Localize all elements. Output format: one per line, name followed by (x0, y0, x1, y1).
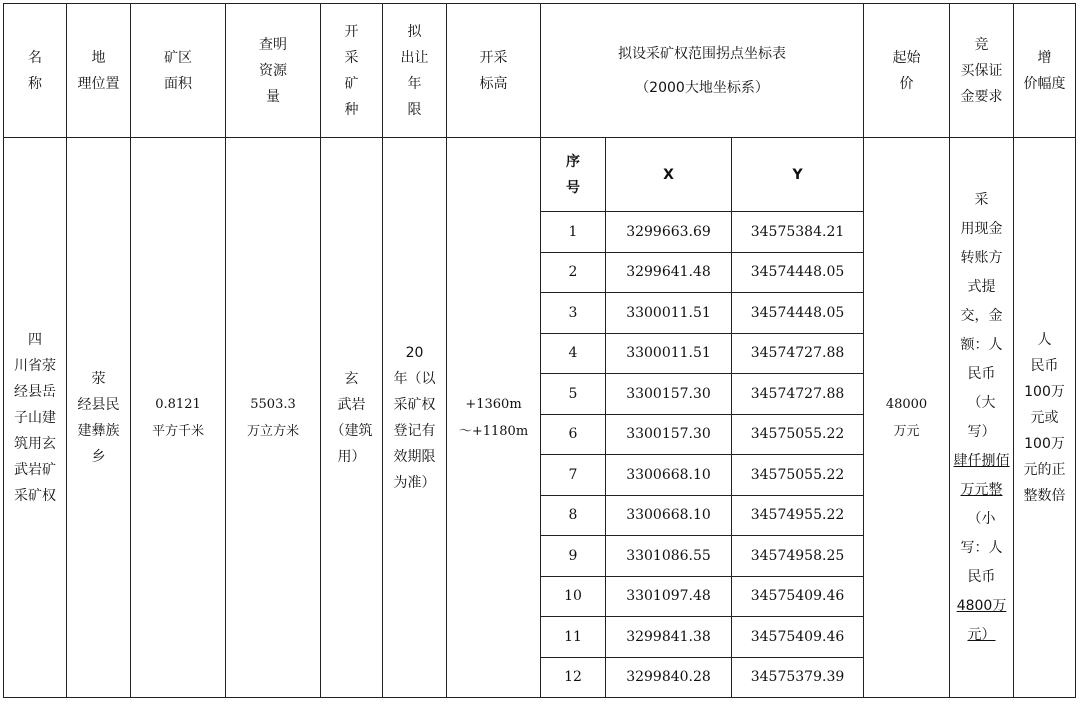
header-location: 地 理位置 (67, 4, 131, 138)
cell-name: 四 川省荥 经县岳 子山建 筑用玄 武岩矿 采矿权 (4, 138, 67, 698)
coord-cell-seq: 5 (541, 374, 606, 415)
cell-area: 0.8121 平方千米 (131, 138, 226, 698)
coord-cell-y: 34575409.46 (732, 617, 864, 658)
coord-cell-seq: 10 (541, 576, 606, 617)
coord-cell-seq: 1 (541, 212, 606, 253)
coord-cell-x: 3299841.38 (606, 617, 732, 658)
header-area: 矿区 面积 (131, 4, 226, 138)
coord-cell-y: 34575409.46 (732, 576, 864, 617)
coord-cell-x: 3301097.48 (606, 576, 732, 617)
coord-cell-seq: 7 (541, 455, 606, 496)
header-resource: 查明 资源 量 (226, 4, 321, 138)
header-deposit: 竞 买保证 金要求 (950, 4, 1014, 138)
cell-increment: 人 民币 100万 元或 100万 元的正 整数倍 (1014, 138, 1076, 698)
coord-cell-y: 34575055.22 (732, 455, 864, 496)
coord-cell-y: 34574955.22 (732, 495, 864, 536)
coord-cell-x: 3301086.55 (606, 536, 732, 577)
header-term: 拟 出让 年 限 (383, 4, 447, 138)
coord-cell-y: 34574958.25 (732, 536, 864, 577)
deposit-amount-number: 4800万 元） (956, 597, 1007, 643)
coord-cell-x: 3299840.28 (606, 657, 732, 698)
cell-term: 20 年（以 采矿权 登记有 效期限 为准） (383, 138, 447, 698)
coord-cell-x: 3300157.30 (606, 374, 732, 415)
cell-elevation: +1360m ～+1180m (447, 138, 541, 698)
cell-start-price: 48000 万元 (864, 138, 950, 698)
header-start-price: 起始 价 (864, 4, 950, 138)
coord-cell-y: 34575055.22 (732, 414, 864, 455)
header-name: 名 称 (4, 4, 67, 138)
mining-rights-table (3, 3, 1076, 698)
coord-cell-seq: 11 (541, 617, 606, 658)
coord-cell-y: 34575384.21 (732, 212, 864, 253)
coord-cell-y: 34574448.05 (732, 252, 864, 293)
coord-header-seq: 序 号 (541, 138, 606, 212)
coord-cell-seq: 12 (541, 657, 606, 698)
coord-cell-seq: 9 (541, 536, 606, 577)
coord-cell-y: 34574727.88 (732, 374, 864, 415)
coord-cell-x: 3300668.10 (606, 495, 732, 536)
coord-cell-x: 3299663.69 (606, 212, 732, 253)
coord-cell-seq: 6 (541, 414, 606, 455)
coord-cell-x: 3299641.48 (606, 252, 732, 293)
header-row (4, 4, 1076, 138)
header-mineral: 开 采 矿 种 (321, 4, 383, 138)
coord-header-x: X (606, 138, 732, 212)
coord-cell-seq: 2 (541, 252, 606, 293)
coord-cell-x: 3300157.30 (606, 414, 732, 455)
coord-cell-seq: 3 (541, 293, 606, 334)
header-increment: 增 价幅度 (1014, 4, 1076, 138)
coord-header-row (4, 138, 1076, 212)
cell-location: 荥 经县民 建彝族 乡 (67, 138, 131, 698)
coord-cell-seq: 4 (541, 333, 606, 374)
coord-cell-x: 3300011.51 (606, 293, 732, 334)
cell-mineral: 玄 武岩 （建筑 用） (321, 138, 383, 698)
coord-cell-y: 34575379.39 (732, 657, 864, 698)
header-elevation: 开采 标高 (447, 4, 541, 138)
coord-cell-x: 3300668.10 (606, 455, 732, 496)
cell-resource: 5503.3 万立方米 (226, 138, 321, 698)
coord-header-y: Y (732, 138, 864, 212)
coord-cell-y: 34574727.88 (732, 333, 864, 374)
coord-cell-x: 3300011.51 (606, 333, 732, 374)
header-coord-table-title: 拟设采矿权范围拐点坐标表 （2000大地坐标系） (541, 4, 864, 138)
cell-deposit: 采 用现金 转账方 式提 交，金 额：人 民币 （大 写） 肆仟捌佰万元整 （小 写：人 民币 4800万 元） (950, 138, 1014, 698)
coord-cell-seq: 8 (541, 495, 606, 536)
coord-cell-y: 34574448.05 (732, 293, 864, 334)
deposit-amount-capital: 肆仟捌佰万元整 (953, 452, 1010, 498)
